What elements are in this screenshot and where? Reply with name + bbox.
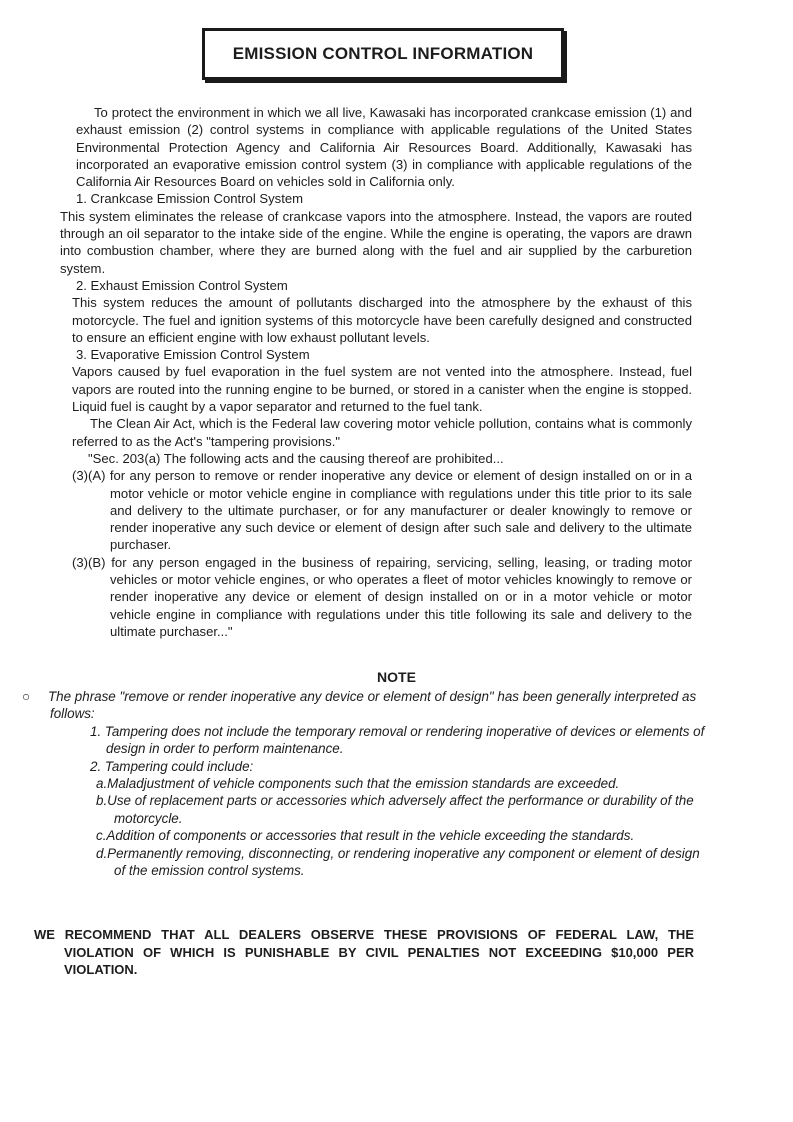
note-lead-text: The phrase "remove or render inoperative any device or element of design" has been generally interpreted as follows: <box>48 689 697 722</box>
main-body <box>60 104 692 640</box>
note-sub-a: a.Maladjustment of vehicle components such that the emission standards are exceeded. <box>96 776 620 792</box>
note-item-1: 1. Tampering does not include the temporary removal or rendering inoperative of devices or elements of design in order to perform maintenance. <box>90 723 705 757</box>
system-3-body: Vapors caused by fuel evaporation in the fuel system are not vented into the atmosphere. Instead, fuel vapors are routed into the running engine to be burned, or stored in a canister when the engine is stopped. Liquid fuel is caught by a vapor separator and returned to the fuel tank. <box>72 364 692 415</box>
system-2-heading: 2. Exhaust Emission Control System <box>76 277 288 293</box>
sec-203-quote: "Sec. 203(a) The following acts and the causing thereof are prohibited... <box>88 450 504 466</box>
title-box <box>202 28 564 80</box>
note-sub-b: b.Use of replacement parts or accessories which adversely affect the performance or durability of the motorcycle. <box>96 793 694 826</box>
circle-bullet-icon: ○ <box>22 689 31 704</box>
clean-air-act-paragraph: The Clean Air Act, which is the Federal law covering motor vehicle pollution, contains what is commonly referred to as the Act's "tampering provisions." <box>72 416 692 449</box>
system-1-heading: 1. Crankcase Emission Control System <box>76 191 304 207</box>
note-title: NOTE <box>377 669 416 685</box>
warning-text: WE RECOMMEND THAT ALL DEALERS OBSERVE THESE PROVISIONS OF FEDERAL LAW, THE VIOLATION OF WHICH IS PUNISHABLE BY CIVIL PENALTIES NOT EXCEEDING $10,000 PER VIOLATION. <box>34 927 694 977</box>
system-3-heading: 3. Evaporative Emission Control System <box>76 347 310 363</box>
provision-3a: (3)(A) for any person to remove or render inoperative any device or element of design installed on or in a motor vehicle or motor vehicle engine in compliance with regulations under this title prior to its sale and delivery to the ultimate purchaser, or for any manufacturer or dealer knowingly to remove or render inoperative any such device or element of design after such sale and delivery to the ultimate purchaser. <box>72 468 692 553</box>
note-sub-c: c.Addition of components or accessories that result in the vehicle exceeding the standards. <box>96 828 635 844</box>
note-item-2: 2. Tampering could include: <box>90 758 254 774</box>
note-block <box>22 688 736 879</box>
provision-3b: (3)(B) for any person engaged in the business of repairing, servicing, selling, leasing, or trading motor vehicles or motor vehicle engines, or who operates a fleet of motor vehicles knowingly to remove or render inoperative any device or element of design installed on or in a motor vehicle or motor vehicle engine in compliance with regulations under this title following its sale and delivery to the ultimate purchaser..." <box>72 554 692 639</box>
system-2-body: This system reduces the amount of pollutants discharged into the atmosphere by the exhaust of this motorcycle. The fuel and ignition systems of this motorcycle have been carefully designed and constructed to ensure an efficient engine with low exhaust pollutant levels. <box>72 295 692 345</box>
note-sub-d: d.Permanently removing, disconnecting, or rendering inoperative any component or element of design of the emission control systems. <box>96 845 700 879</box>
intro-paragraph: To protect the environment in which we all live, Kawasaki has incorporated crankcase emission (1) and exhaust emission (2) control systems in compliance with applicable regulations of the United States Environmental Protection Agency and California Air Resources Board. Additionally, Kawasaki has incorporated an evaporative emission control system (3) in compliance with applicable regulations of the California Air Resources Board on vehicles sold in California only. <box>76 105 692 190</box>
dealer-warning <box>34 926 694 979</box>
page-title: EMISSION CONTROL INFORMATION <box>232 44 534 63</box>
system-1-body: This system eliminates the release of crankcase vapors into the atmosphere. Instead, the vapors are routed through an oil separator to the intake side of the engine. While the engine is operating, the vapors are drawn into combustion chamber, where they are burned along with the fuel and air supplied by the carburetion system. <box>60 208 692 276</box>
note-lead <box>22 688 736 723</box>
